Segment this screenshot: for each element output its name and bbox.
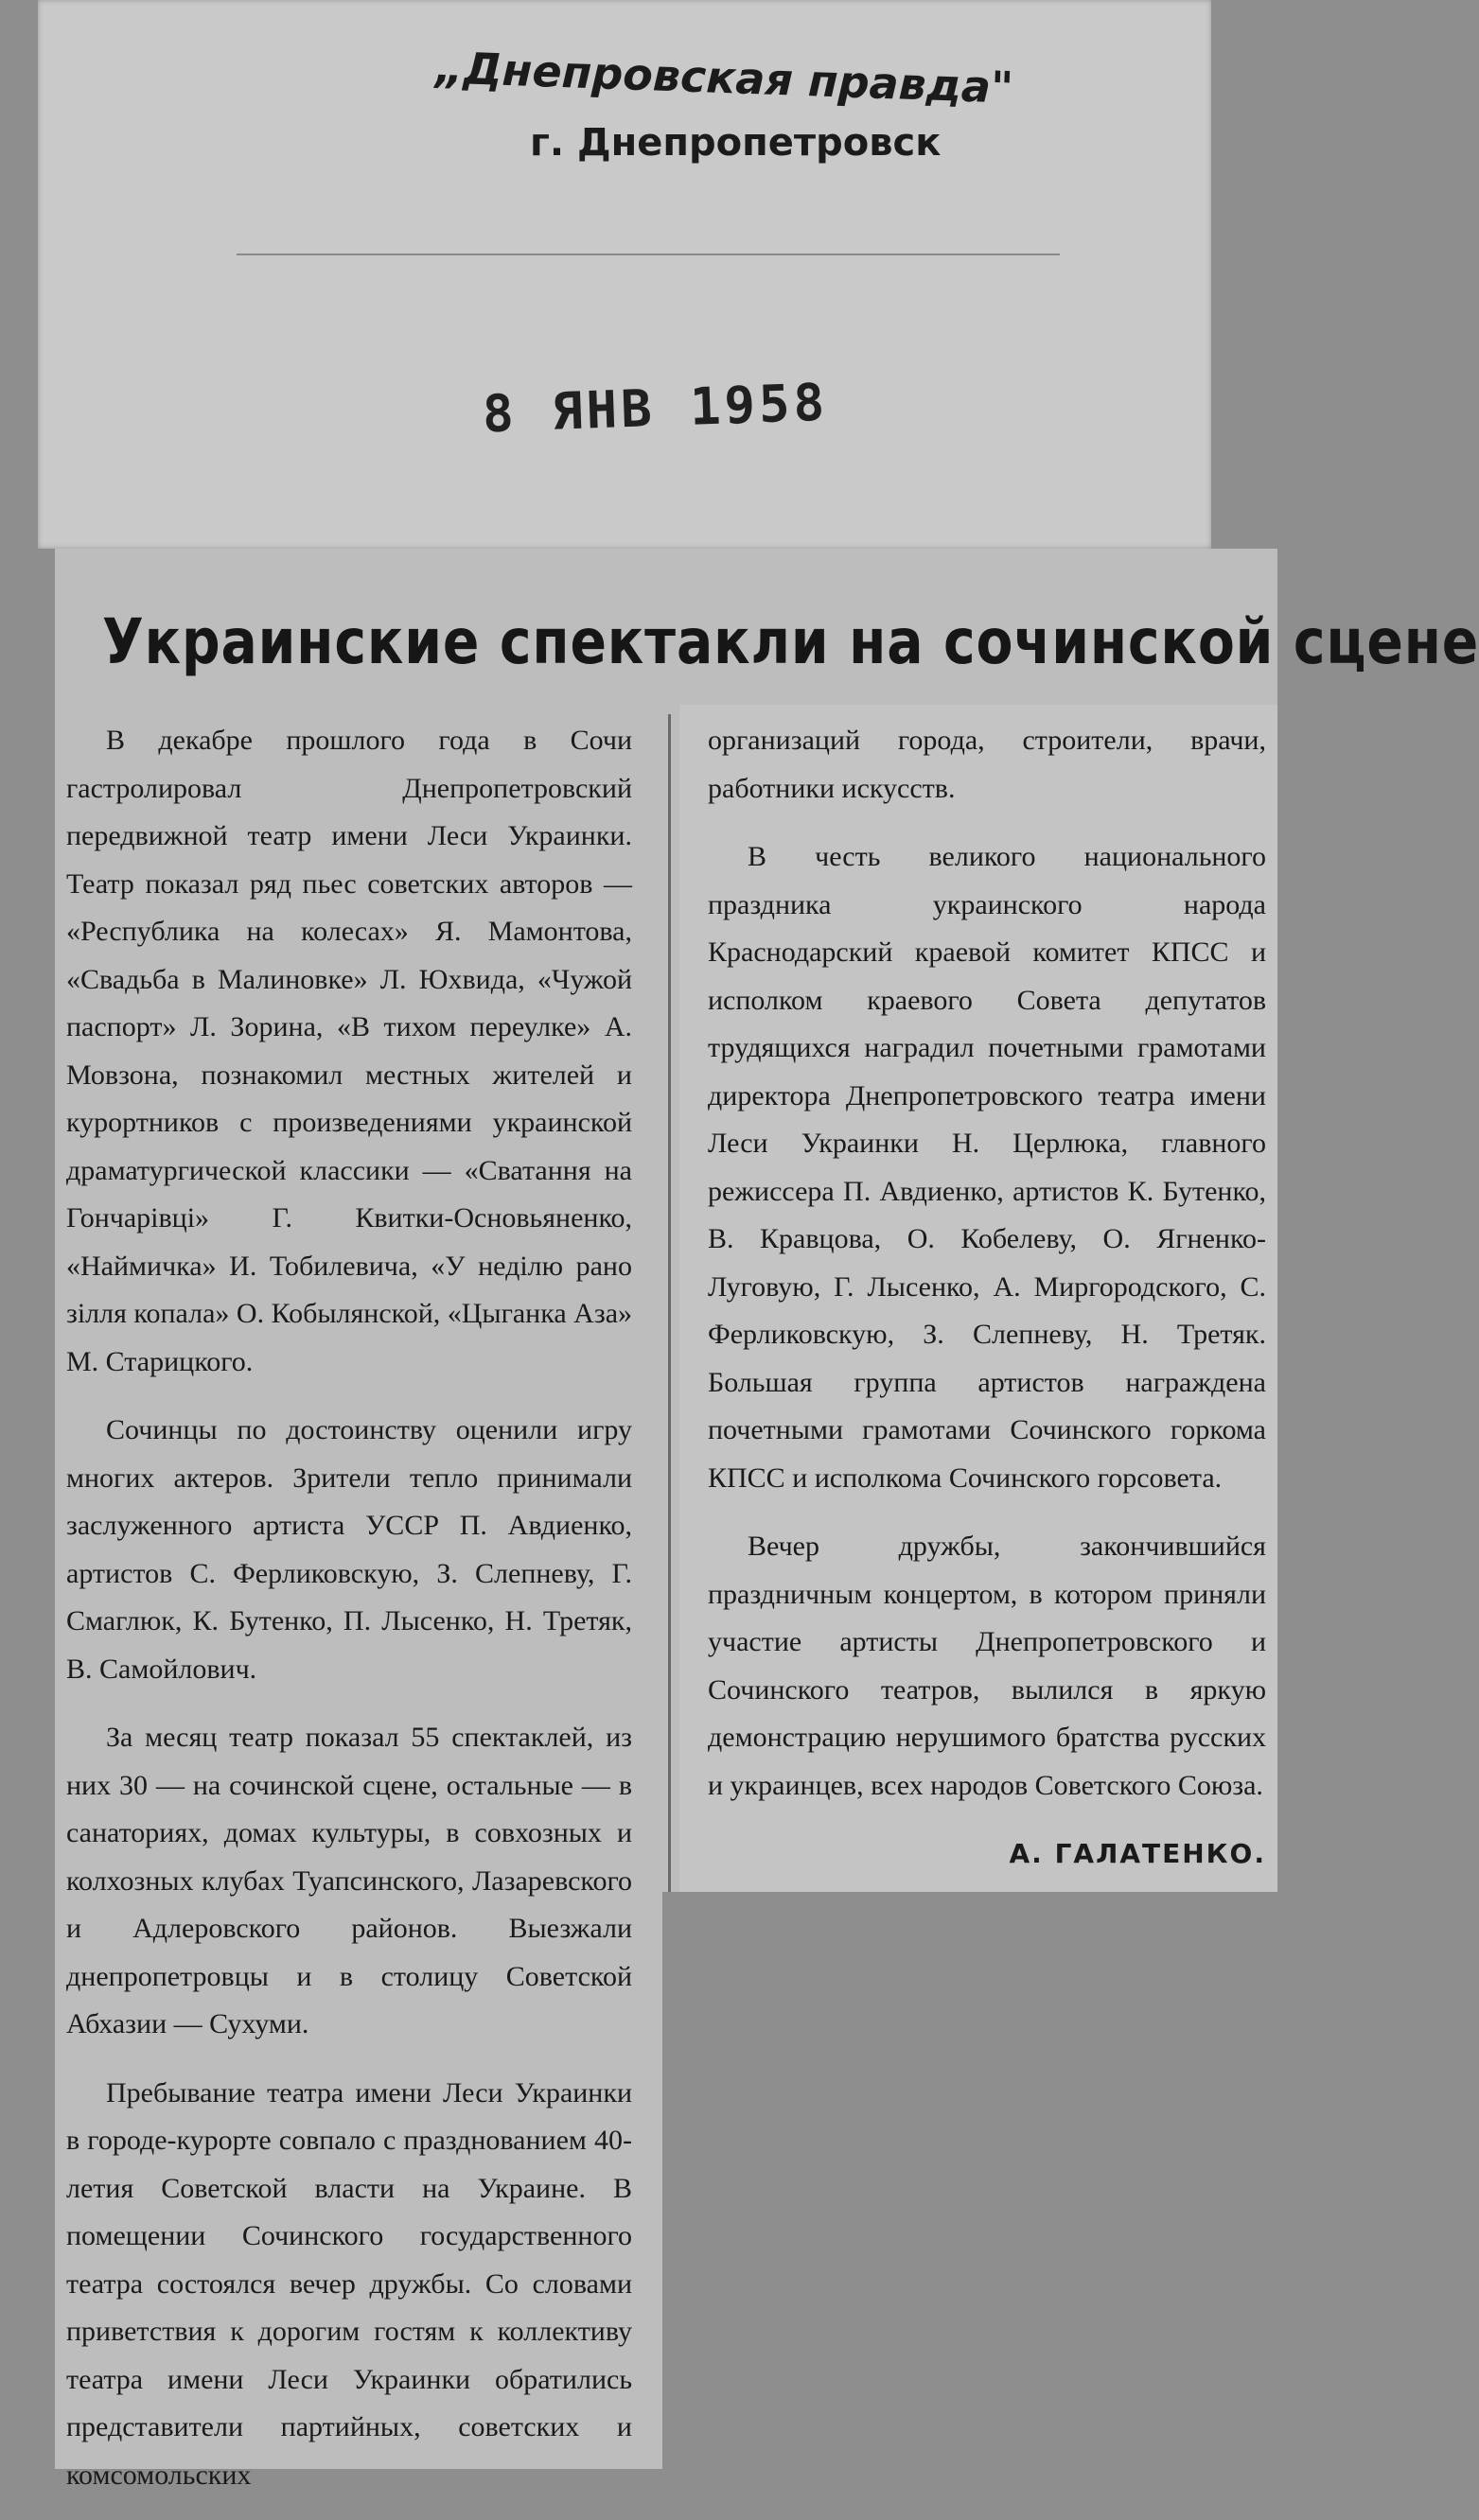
article-paragraph: Вечер дружбы, закончившийся праздничным концертом, в котором приняли участие артисты Днепропетровского и Сочинского театров, вылился в яркую демонстрацию нерушимого братства русских и украинцев, всех народов Советского Союза. <box>708 1531 1266 1801</box>
article-left-column <box>66 717 632 2520</box>
slip-rule <box>237 254 1060 255</box>
background-board <box>662 1892 1340 2489</box>
article-headline: Украинские спектакли на сочинской сцене <box>102 605 1479 678</box>
author-signature: А. ГАЛАТЕНКО. <box>1009 1838 1266 1869</box>
newspaper-city-stamp: г. Днепропетровск <box>530 121 942 165</box>
article-paragraph: За месяц театр показал 55 спектаклей, из них 30 — на сочинской сцене, остальные — в санаториях, домах культуры, в совхозных и колхозных клубах Туапсинского, Лазаревского и Адлеровского районов. Выезжали днепропетровцы и в столицу Советской Абхазии — Сухуми. <box>66 1722 632 2039</box>
article-paragraph: Сочинцы по достоинству оценили игру многих актеров. Зрители тепло принимали заслуженного артиста УССР П. Авдиенко, артистов С. Ферликовскую, З. Слепневу, Г. Смаглюк, К. Бутенко, П. Лысенко, Н. Третяк, В. Самойлович. <box>66 1414 632 1685</box>
article-paragraph: В честь великого национального праздника украинского народа Краснодарский краевой комитет КПСС и исполком краевого Совета депутатов трудящихся наградил почетными грамотами директора Днепропетровского театра имени Леси Украинки Н. Церлюка, главного режиссера П. Авдиенко, артистов К. Бутенко, В. Кравцова, О. Кобелеву, О. Ягненко-Луговую, Г. Лысенко, А. Миргородского, С. Ферликовскую, З. Слепневу, Н. Третяк. Большая группа артистов награждена почетными грамотами Сочинского горкома КПСС и исполкома Сочинского горсовета. <box>708 841 1266 1494</box>
article-paragraph: организаций города, строители, врачи, работники искусств. <box>708 725 1266 804</box>
article-paragraph: В декабре прошлого года в Сочи гастролировал Днепропетровский передвижной театр имени Леси Украинки. Театр показал ряд пьес советских авторов — «Республика на колесах» Я. Мамонтова, «Свадьба в Малиновке» Л. Юхвида, «Чужой паспорт» Л. Зорина, «В тихом переулке» А. Мовзона, познакомил местных жителей и курортников с произведениями украинской драматургической классики — «Сватання на Гончарівці» Г. Квитки-Основьяненко, «Наймичка» И. Тобилевича, «У неділю рано зілля копала» О. Кобылянской, «Цыганка Аза» М. Старицкого. <box>66 725 633 1377</box>
date-stamp: 8 ЯНВ 1958 <box>482 372 830 445</box>
article-right-column <box>708 717 1266 1968</box>
newspaper-name-stamp: „Днепровская правда" <box>434 42 1014 114</box>
stamp-slip <box>38 0 1211 549</box>
article-paragraph: Пребывание театра имени Леси Украинки в городе-курорте совпало с празднованием 40-летия Советской власти на Украине. В помещении Сочинского государственного театра состоялся вечер дружбы. Со словами приветствия к дорогим гостям к коллективу театра имени Леси Украинки обратились представители партийных, советских и комсомольских <box>66 2076 632 2491</box>
